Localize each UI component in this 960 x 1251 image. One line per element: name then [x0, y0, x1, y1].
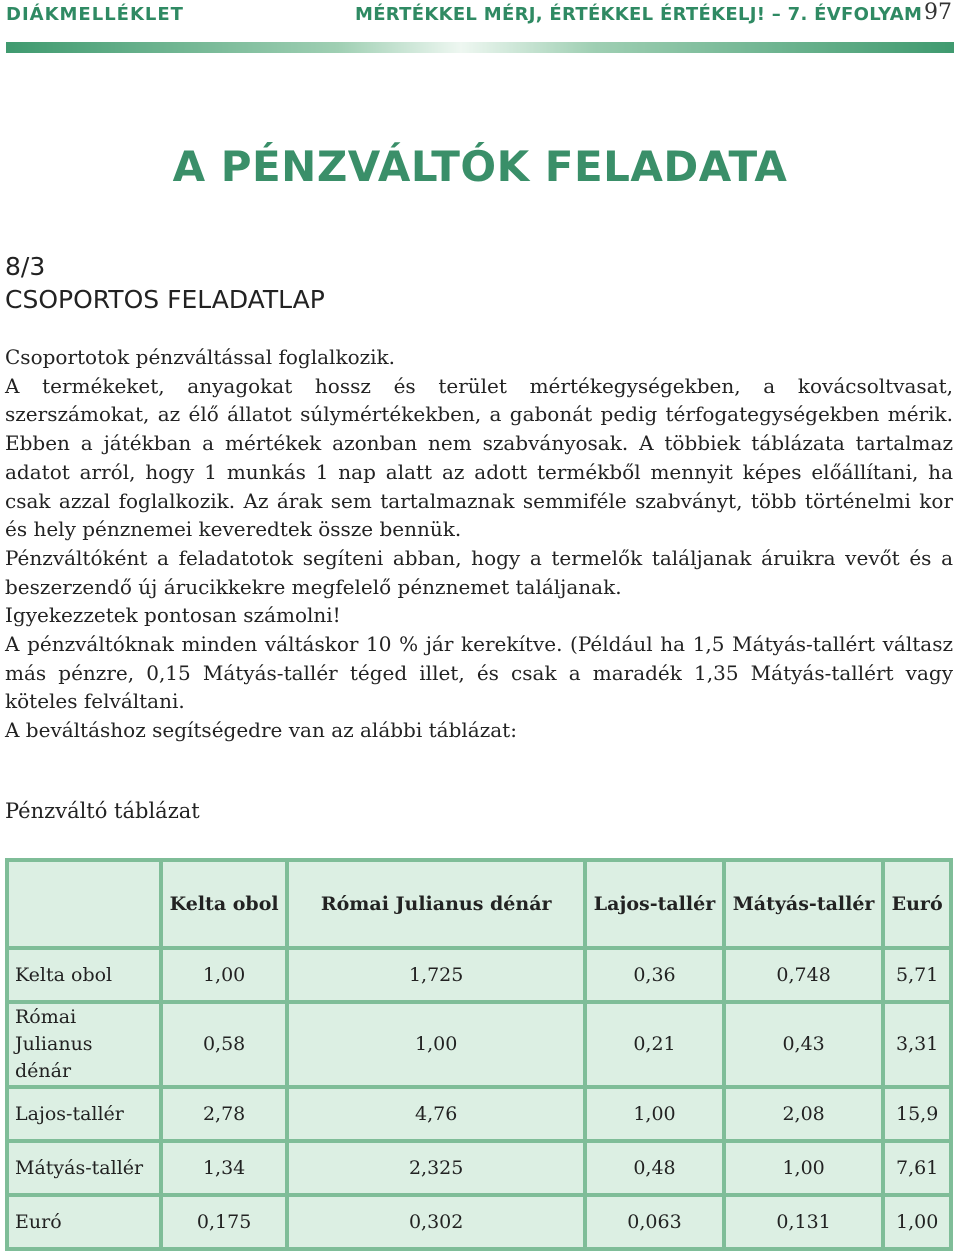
- column-header: Euró: [883, 860, 951, 948]
- paragraph-measures: A termékeket, anyagokat hossz és terület mértékegységekben, a kovácsoltvasat, szerszámokat, az élő állatot súlymértékekben, a gabonát pedig térfogategységekben mérik. Ebben a játékban a mértékek azonban nem szabványosak. A többiek táblázata tartalmaz adatot arról, hogy 1 munkás 1 nap alatt az adott termékből mennyit képes előállítani, ha csak azzal foglalkozik. Az árak sem tartalmaznak semmiféle szabványt, több történelmi kor és hely pénznemei keveredtek össze bennük.: [5, 373, 953, 542]
- table-cell: 0,302: [287, 1195, 585, 1249]
- instructions-text: [5, 343, 953, 745]
- worksheet-number: 8/3: [5, 252, 46, 281]
- table-row: [7, 1087, 951, 1141]
- table-cell: 1,00: [883, 1195, 951, 1249]
- table-cell: 0,48: [585, 1141, 724, 1195]
- column-header: Mátyás-tallér: [724, 860, 883, 948]
- worksheet-name: CSOPORTOS FELADATLAP: [5, 285, 325, 314]
- column-header: Római Julianus dénár: [287, 860, 585, 948]
- table-cell: 1,00: [161, 948, 287, 1002]
- table-row: [7, 948, 951, 1002]
- table-cell: 0,36: [585, 948, 724, 1002]
- table-row: [7, 1195, 951, 1249]
- table-cell: 0,063: [585, 1195, 724, 1249]
- table-cell: 3,31: [883, 1002, 951, 1087]
- table-cell: 1,34: [161, 1141, 287, 1195]
- table-cell: 2,08: [724, 1087, 883, 1141]
- page-header: [0, 0, 960, 32]
- exchange-rate-table: [5, 858, 953, 1251]
- page-title: A PÉNZVÁLTÓK FELADATA: [172, 142, 788, 191]
- row-header: Kelta obol: [7, 948, 161, 1002]
- table-cell: 7,61: [883, 1141, 951, 1195]
- row-header: Római Julianus dénár: [7, 1002, 161, 1087]
- column-header: Kelta obol: [161, 860, 287, 948]
- header-divider-bar: [6, 42, 954, 53]
- table-cell: 0,43: [724, 1002, 883, 1087]
- paragraph-table-intro: A beváltáshoz segítségedre van az alábbi táblázat:: [5, 718, 517, 743]
- table-cell: 1,00: [724, 1141, 883, 1195]
- paragraph-precision: Igyekezzetek pontosan számolni!: [5, 603, 341, 628]
- table-header-row: [7, 860, 951, 948]
- header-publication-title: MÉRTÉKKEL MÉRJ, ÉRTÉKKEL ÉRTÉKELJ! – 7. ÉVFOLYAM: [355, 4, 923, 25]
- table-cell: 15,9: [883, 1087, 951, 1141]
- row-header: Lajos-tallér: [7, 1087, 161, 1141]
- paragraph-task: Pénzváltóként a feladatotok segíteni abban, hogy a termelők találjanak áruikra vevőt és a beszerzendő új árucikkekre megfelelő pénznemet találjanak.: [5, 545, 953, 599]
- table-cell: 0,21: [585, 1002, 724, 1087]
- column-header: Lajos-tallér: [585, 860, 724, 948]
- table-cell: 1,00: [585, 1087, 724, 1141]
- table-cell: 1,725: [287, 948, 585, 1002]
- table-cell: 0,131: [724, 1195, 883, 1249]
- table-cell: 0,175: [161, 1195, 287, 1249]
- table-corner-cell: [7, 860, 161, 948]
- table-cell: 5,71: [883, 948, 951, 1002]
- paragraph-intro: Csoportotok pénzváltással foglalkozik.: [5, 345, 396, 369]
- page-number: 97: [924, 0, 952, 25]
- row-header: Mátyás-tallér: [7, 1141, 161, 1195]
- table-cell: 4,76: [287, 1087, 585, 1141]
- paragraph-commission: A pénzváltóknak minden váltáskor 10 % jár kerekítve. (Például ha 1,5 Mátyás-tallért váltasz más pénzre, 0,15 Mátyás-tallér téged illet, és csak a maradék 1,35 Mátyás-tallért vagy köteles felváltani.: [5, 632, 953, 714]
- table-cell: 0,748: [724, 948, 883, 1002]
- table-caption: Pénzváltó táblázat: [5, 799, 200, 823]
- table-row: [7, 1002, 951, 1087]
- header-section-label: DIÁKMELLÉKLET: [6, 4, 184, 25]
- table-row: [7, 1141, 951, 1195]
- row-header: Euró: [7, 1195, 161, 1249]
- table-cell: 2,78: [161, 1087, 287, 1141]
- table-cell: 2,325: [287, 1141, 585, 1195]
- table-cell: 0,58: [161, 1002, 287, 1087]
- table-cell: 1,00: [287, 1002, 585, 1087]
